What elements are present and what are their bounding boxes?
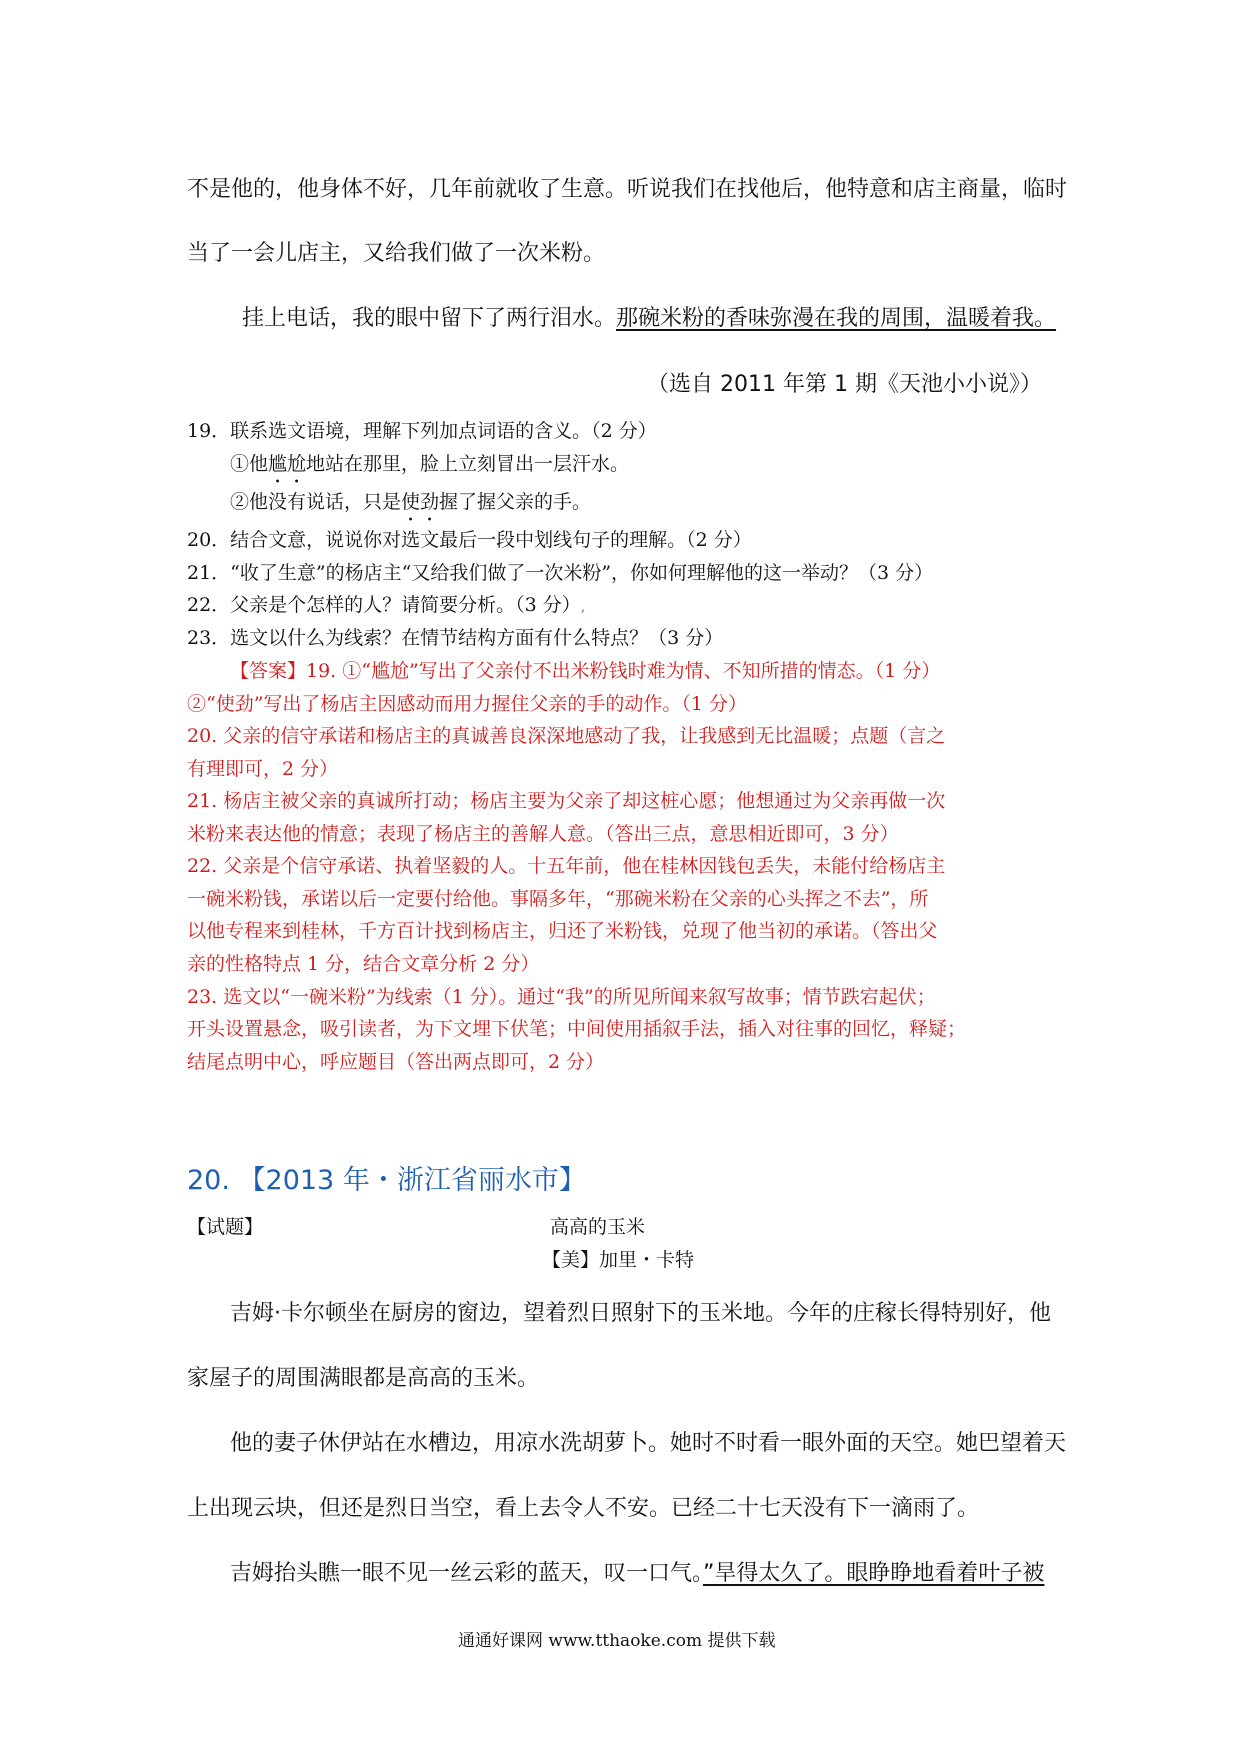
story-paragraph-2-line-2: 上出现云块，但还是烈日当空，看上去令人不安。已经二十七天没有下一滴雨了。	[187, 1496, 980, 1521]
page-footer: 通通好课网 www.tthaoke.com 提供下载	[458, 1631, 776, 1651]
story-end-line-2: 当了一会儿店主，又给我们做了一次米粉。	[187, 241, 606, 266]
question-20: 20．结合文意，说说你对选文最后一段中划线句子的理解。（2 分）	[187, 529, 752, 551]
dotted-word: 劲	[420, 491, 440, 513]
story-end-line-3	[242, 301, 1056, 332]
story-p3-plain: 吉姆抬头瞧一眼不见一丝云彩的蓝天，叹一口气。	[230, 1561, 704, 1586]
answer-line: 米粉来表达他的情意；表现了杨店主的善解人意。（答出三点，意思相近即可，3 分）	[187, 823, 899, 845]
story-end-plain: 挂上电话，我的眼中留下了两行泪水。	[242, 306, 617, 331]
story-paragraph-2-line-1: 他的妻子休伊站在水槽边，用凉水洗胡萝卜。她时不时看一眼外面的天空。她巴望着天	[230, 1431, 1067, 1456]
question-22-text: 22．父亲是个怎样的人？请简要分析。（3 分）	[187, 594, 581, 616]
answer-line: 有理即可，2 分）	[187, 758, 339, 780]
story-p3-underlined: ”旱得太久了。眼睁睁地看着叶子被	[703, 1561, 1045, 1586]
story-end-line-1: 不是他的，他身体不好，几年前就收了生意。听说我们在找他后，他特意和店主商量，临时	[187, 177, 1068, 202]
story-paragraph-1-line-2: 家屋子的周围满眼都是高高的玉米。	[187, 1366, 540, 1391]
story-end-underlined: 那碗米粉的香味弥漫在我的周围，温暖着我。	[616, 306, 1057, 331]
story-paragraph-1-line-1: 吉姆·卡尔顿坐在厨房的窗边，望着烈日照射下的玉米地。今年的庄稼长得特别好，他	[230, 1301, 1051, 1326]
story-paragraph-3-line-1	[230, 1556, 1044, 1587]
q19-2-prefix: ②他没有说话，只是	[230, 491, 402, 513]
answer-line: ②“使劲”写出了杨店主因感动而用力握住父亲的手的动作。（1 分）	[187, 693, 748, 715]
dotted-word: 尬	[287, 453, 307, 475]
story-title: 高高的玉米	[550, 1216, 646, 1238]
answer-line: 23. 选文以“一碗米粉”为线索（1 分）。通过“我”的所见所闻来叙写故事；情节跌宕起伏；	[187, 986, 936, 1008]
question-21: 21．“收了生意”的杨店主“又给我们做了一次米粉”，你如何理解他的这一举动？（3 分）	[187, 562, 934, 584]
q19-1-suffix: 地站在那里，脸上立刻冒出一层汗水。	[306, 453, 630, 475]
q19-2-suffix: 握了握父亲的手。	[439, 491, 592, 513]
question-19-item-2	[230, 487, 591, 514]
answer-line: 一碗米粉钱，承诺以后一定要付给他。事隔多年，“那碗米粉在父亲的心头挥之不去”，所	[187, 888, 929, 910]
question-19-item-1	[230, 449, 629, 476]
question-23: 23．选文以什么为线索？在情节结构方面有什么特点？（3 分）	[187, 627, 724, 649]
answer-line: 【答案】19. ①“尴尬”写出了父亲付不出米粉钱时难为情、不知所措的情态。（1 分）	[230, 660, 941, 682]
question-22	[187, 590, 585, 617]
story-source: （选自 2011 年第 1 期《天池小小说》）	[647, 372, 1042, 397]
section-heading: 20. 【2013 年・浙江省丽水市】	[187, 1165, 586, 1196]
dotted-word: 尴	[268, 453, 288, 475]
green-mark: ,	[580, 599, 586, 615]
answer-line: 亲的性格特点 1 分，结合文章分析 2 分）	[187, 953, 540, 975]
answer-line: 22. 父亲是个信守承诺、执着坚毅的人。十五年前，他在桂林因钱包丢失，未能付给杨店主	[187, 855, 946, 877]
dotted-word: 使	[401, 491, 421, 513]
section-label: 【试题】	[187, 1216, 264, 1238]
story-author: 【美】加里・卡特	[542, 1249, 695, 1271]
answer-line: 开头设置悬念，吸引读者，为下文埋下伏笔；中间使用插叙手法，插入对往事的回忆，释疑；	[187, 1018, 967, 1040]
answer-line: 结尾点明中心，呼应题目（答出两点即可，2 分）	[187, 1051, 605, 1073]
q19-1-prefix: ①他	[230, 453, 269, 475]
answer-line: 20. 父亲的信守承诺和杨店主的真诚善良深深地感动了我，让我感到无比温暖；点题（言之	[187, 725, 946, 747]
answer-line: 21. 杨店主被父亲的真诚所打动；杨店主要为父亲了却这桩心愿；他想通过为父亲再做一次	[187, 790, 946, 812]
answer-line: 以他专程来到桂林，千方百计找到杨店主，归还了米粉钱，兑现了他当初的承诺。（答出父	[187, 920, 938, 942]
question-19: 19．联系选文语境，理解下列加点词语的含义。（2 分）	[187, 420, 657, 442]
